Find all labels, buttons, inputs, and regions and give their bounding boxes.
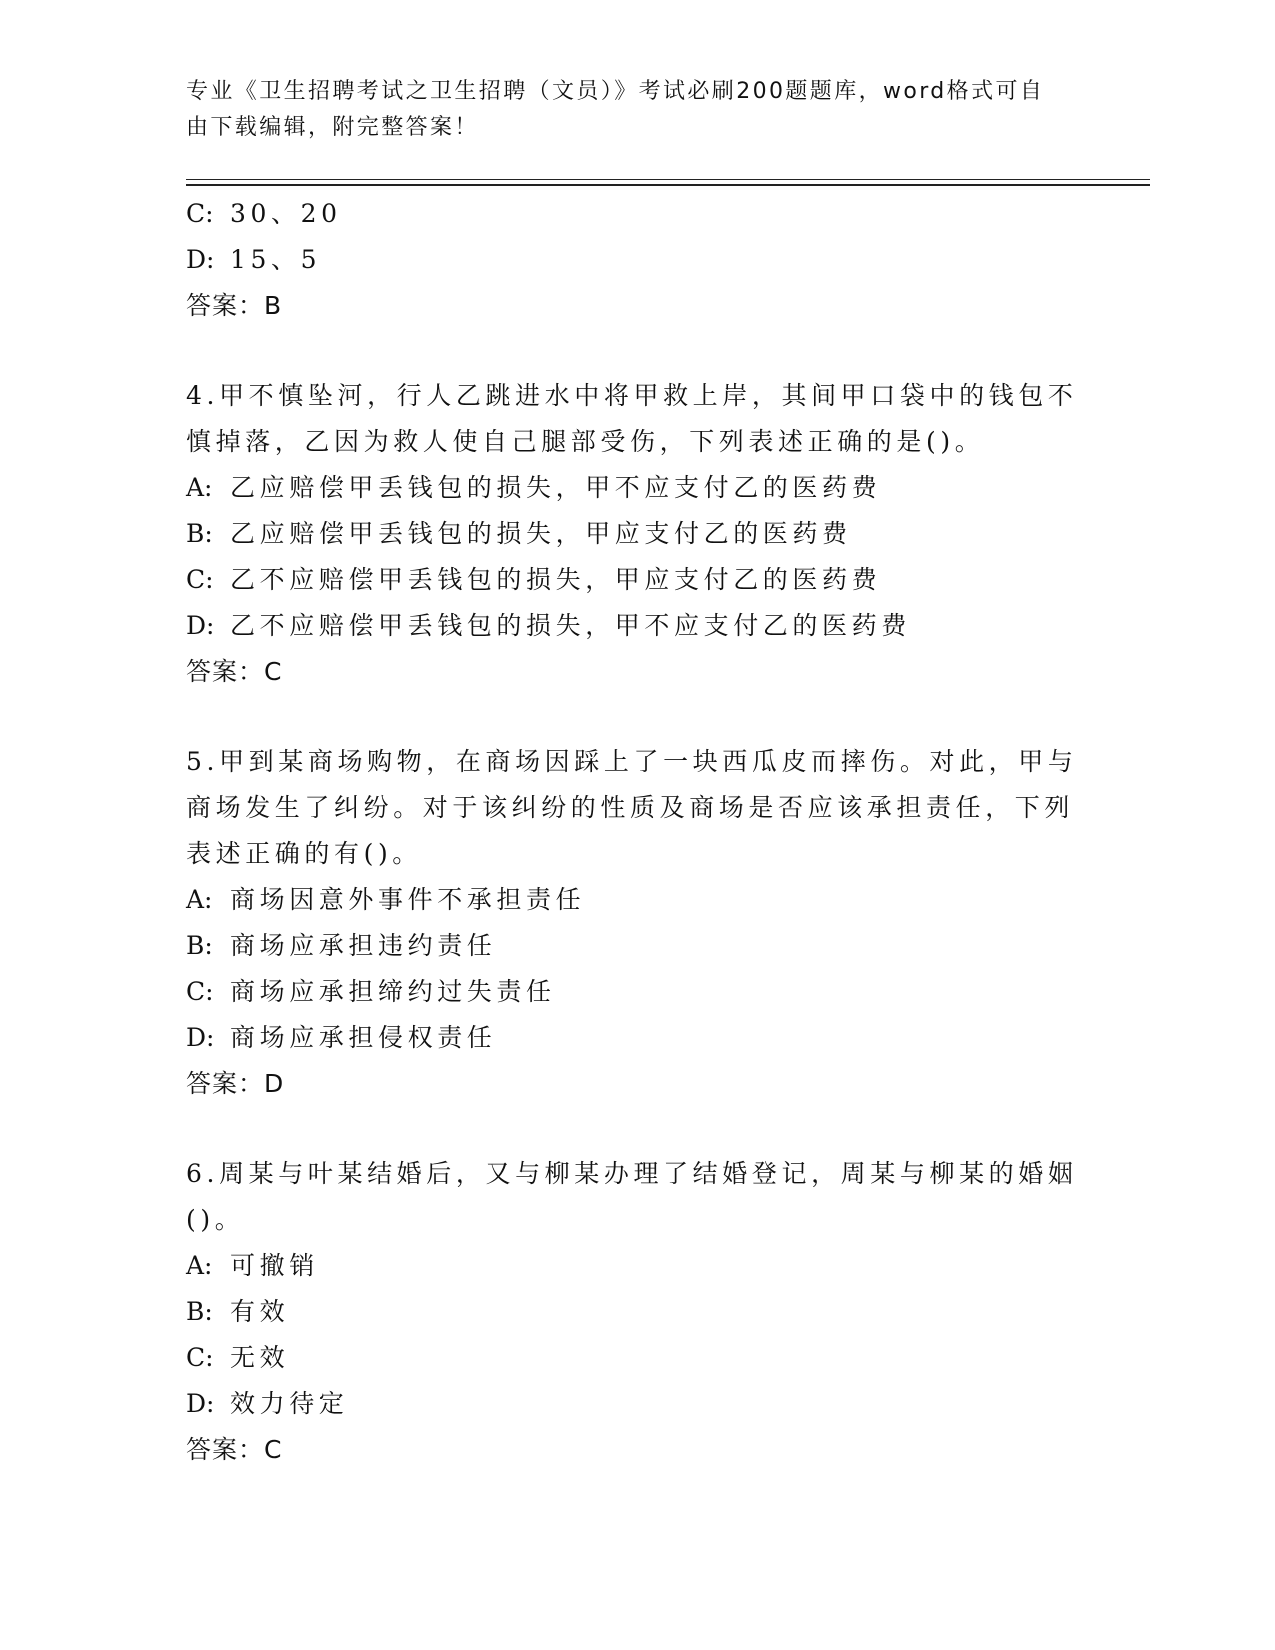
question-stem-line: [186, 373, 1078, 419]
answer-line: 答案：C: [186, 657, 283, 686]
question-stem-line: [186, 739, 1078, 785]
option-letter: C:: [186, 199, 214, 228]
option-a: [186, 1243, 1066, 1289]
option-c: [186, 191, 1066, 237]
option-b: [186, 923, 1066, 969]
option-text: 有效: [230, 1297, 290, 1326]
option-text: 乙不应赔偿甲丢钱包的损失，甲应支付乙的医药费: [230, 565, 882, 594]
option-letter: D:: [186, 1023, 215, 1052]
question-stem-line: ()。: [186, 1205, 245, 1234]
option-letter: C:: [186, 565, 214, 594]
spacer: [186, 695, 1066, 739]
question-stem-line: 表述正确的有()。: [186, 839, 422, 868]
option-letter: A:: [186, 885, 213, 914]
option-a: [186, 465, 1066, 511]
header-rule-thick: [186, 184, 1150, 186]
option-text: 可撤销: [230, 1251, 319, 1280]
question-number: 5.: [186, 747, 220, 776]
option-c: [186, 1335, 1066, 1381]
question-stem-line: 商场发生了纠纷。对于该纠纷的性质及商场是否应该承担责任，下列: [186, 793, 1075, 822]
question-5: [186, 739, 1078, 1107]
option-letter: D:: [186, 1389, 215, 1418]
option-letter: D:: [186, 245, 215, 274]
option-text: 乙应赔偿甲丢钱包的损失，甲应支付乙的医药费: [230, 519, 852, 548]
option-letter: B:: [186, 1297, 213, 1326]
option-d: [186, 603, 1066, 649]
option-d: [186, 1015, 1066, 1061]
option-d: [186, 1381, 1066, 1427]
question-list: [186, 191, 1078, 1473]
option-text: 商场应承担侵权责任: [230, 1023, 497, 1052]
option-letter: B:: [186, 931, 213, 960]
option-b: [186, 1289, 1066, 1335]
answer-line: 答案：D: [186, 1069, 285, 1098]
option-c: [186, 969, 1066, 1015]
question-stem-text: 甲不慎坠河，行人乙跳进水中将甲救上岸，其间甲口袋中的钱包不: [219, 381, 1078, 410]
question-stem-text: 周某与叶某结婚后，又与柳某办理了结婚登记，周某与柳某的婚姻: [219, 1159, 1078, 1188]
option-letter: C:: [186, 977, 214, 1006]
option-letter: A:: [186, 1251, 213, 1280]
option-letter: B:: [186, 519, 213, 548]
option-text: 乙应赔偿甲丢钱包的损失，甲不应支付乙的医药费: [230, 473, 882, 502]
question-4: [186, 373, 1078, 695]
question-stem-line: [186, 1151, 1078, 1197]
option-letter: A:: [186, 473, 213, 502]
option-a: [186, 877, 1066, 923]
partial-question: [186, 191, 1066, 329]
option-text: 商场应承担违约责任: [230, 931, 497, 960]
option-text: 乙不应赔偿甲丢钱包的损失，甲不应支付乙的医药费: [230, 611, 911, 640]
option-text: 商场应承担缔约过失责任: [230, 977, 556, 1006]
option-letter: D:: [186, 611, 215, 640]
question-number: 6.: [186, 1159, 220, 1188]
answer-line: 答案：C: [186, 1435, 283, 1464]
option-text: 效力待定: [230, 1389, 349, 1418]
header-rule-thin: [186, 179, 1150, 180]
question-6: [186, 1151, 1078, 1473]
question-number: 4.: [186, 381, 220, 410]
question-stem-text: 甲到某商场购物，在商场因踩上了一块西瓜皮而摔伤。对此，甲与: [219, 747, 1078, 776]
document-header: 专业《卫生招聘考试之卫生招聘（文员）》考试必刷200题题库，word格式可自由下载编辑，附完整答案！: [186, 79, 1045, 140]
spacer: [186, 1107, 1066, 1151]
question-stem-line: 慎掉落，乙因为救人使自己腿部受伤，下列表述正确的是()。: [186, 427, 985, 456]
option-text: 无效: [230, 1343, 290, 1372]
option-letter: C:: [186, 1343, 214, 1372]
spacer: [186, 329, 1066, 373]
answer-line: 答案：B: [186, 291, 283, 320]
option-text: 商场因意外事件不承担责任: [230, 885, 586, 914]
option-text: 30、20: [230, 199, 342, 228]
option-c: [186, 557, 1066, 603]
option-text: 15、5: [230, 245, 322, 274]
option-b: [186, 511, 1066, 557]
option-d: [186, 237, 1066, 283]
